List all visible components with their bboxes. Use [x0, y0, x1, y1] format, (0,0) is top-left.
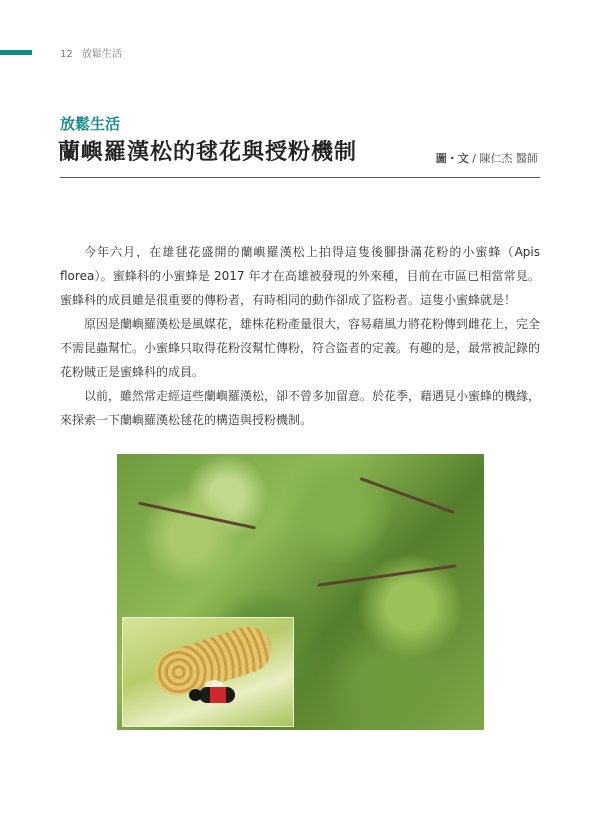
- running-header: [60, 45, 122, 60]
- paragraph: 以前，雖然常走經這些蘭嶼羅漢松，卻不曾多加留意。於花季，藉遇見小蜜蜂的機緣，來探索一下蘭嶼羅漢松毬花的構造與授粉機制。: [60, 389, 541, 427]
- byline-role: 圖・文: [435, 152, 469, 165]
- article-body: [60, 240, 540, 432]
- bee-on-catkin-inset-photo: [122, 617, 294, 727]
- page-number: 12: [60, 49, 73, 60]
- section-label: 放鬆生活: [60, 115, 121, 133]
- bee-icon: [189, 684, 241, 706]
- byline-author: 陳仁杰 醫師: [479, 152, 538, 165]
- byline-separator: /: [472, 152, 476, 165]
- header-accent-bar: [0, 50, 32, 55]
- article-title: 蘭嶼羅漢松的毬花與授粉機制: [58, 140, 358, 165]
- paragraph: 原因是蘭嶼羅漢松是風媒花，雄株花粉產量很大，容易藉風力將花粉傳到雌花上，完全不需昆蟲幫忙。小蜜蜂只取得花粉沒幫忙傳粉，符合盜者的定義。有趣的是，最常被記錄的花粉賊正是蜜蜂科的成員。: [60, 317, 541, 379]
- byline: [436, 150, 538, 166]
- paragraph: 今年六月，在雄毬花盛開的蘭嶼羅漢松上拍得這隻後腳掛滿花粉的小蜜蜂（Apis florea）。蜜蜂科的小蜜蜂是 2017 年才在高雄被發現的外來種，目前在市區已相當常見。蜜蜂科的成員雖是很重要的傳粉者，有時相同的動作卻成了盜粉者。這隻小蜜蜂就是！: [60, 245, 540, 307]
- running-section: 放鬆生活: [81, 49, 122, 60]
- title-divider: [60, 177, 540, 178]
